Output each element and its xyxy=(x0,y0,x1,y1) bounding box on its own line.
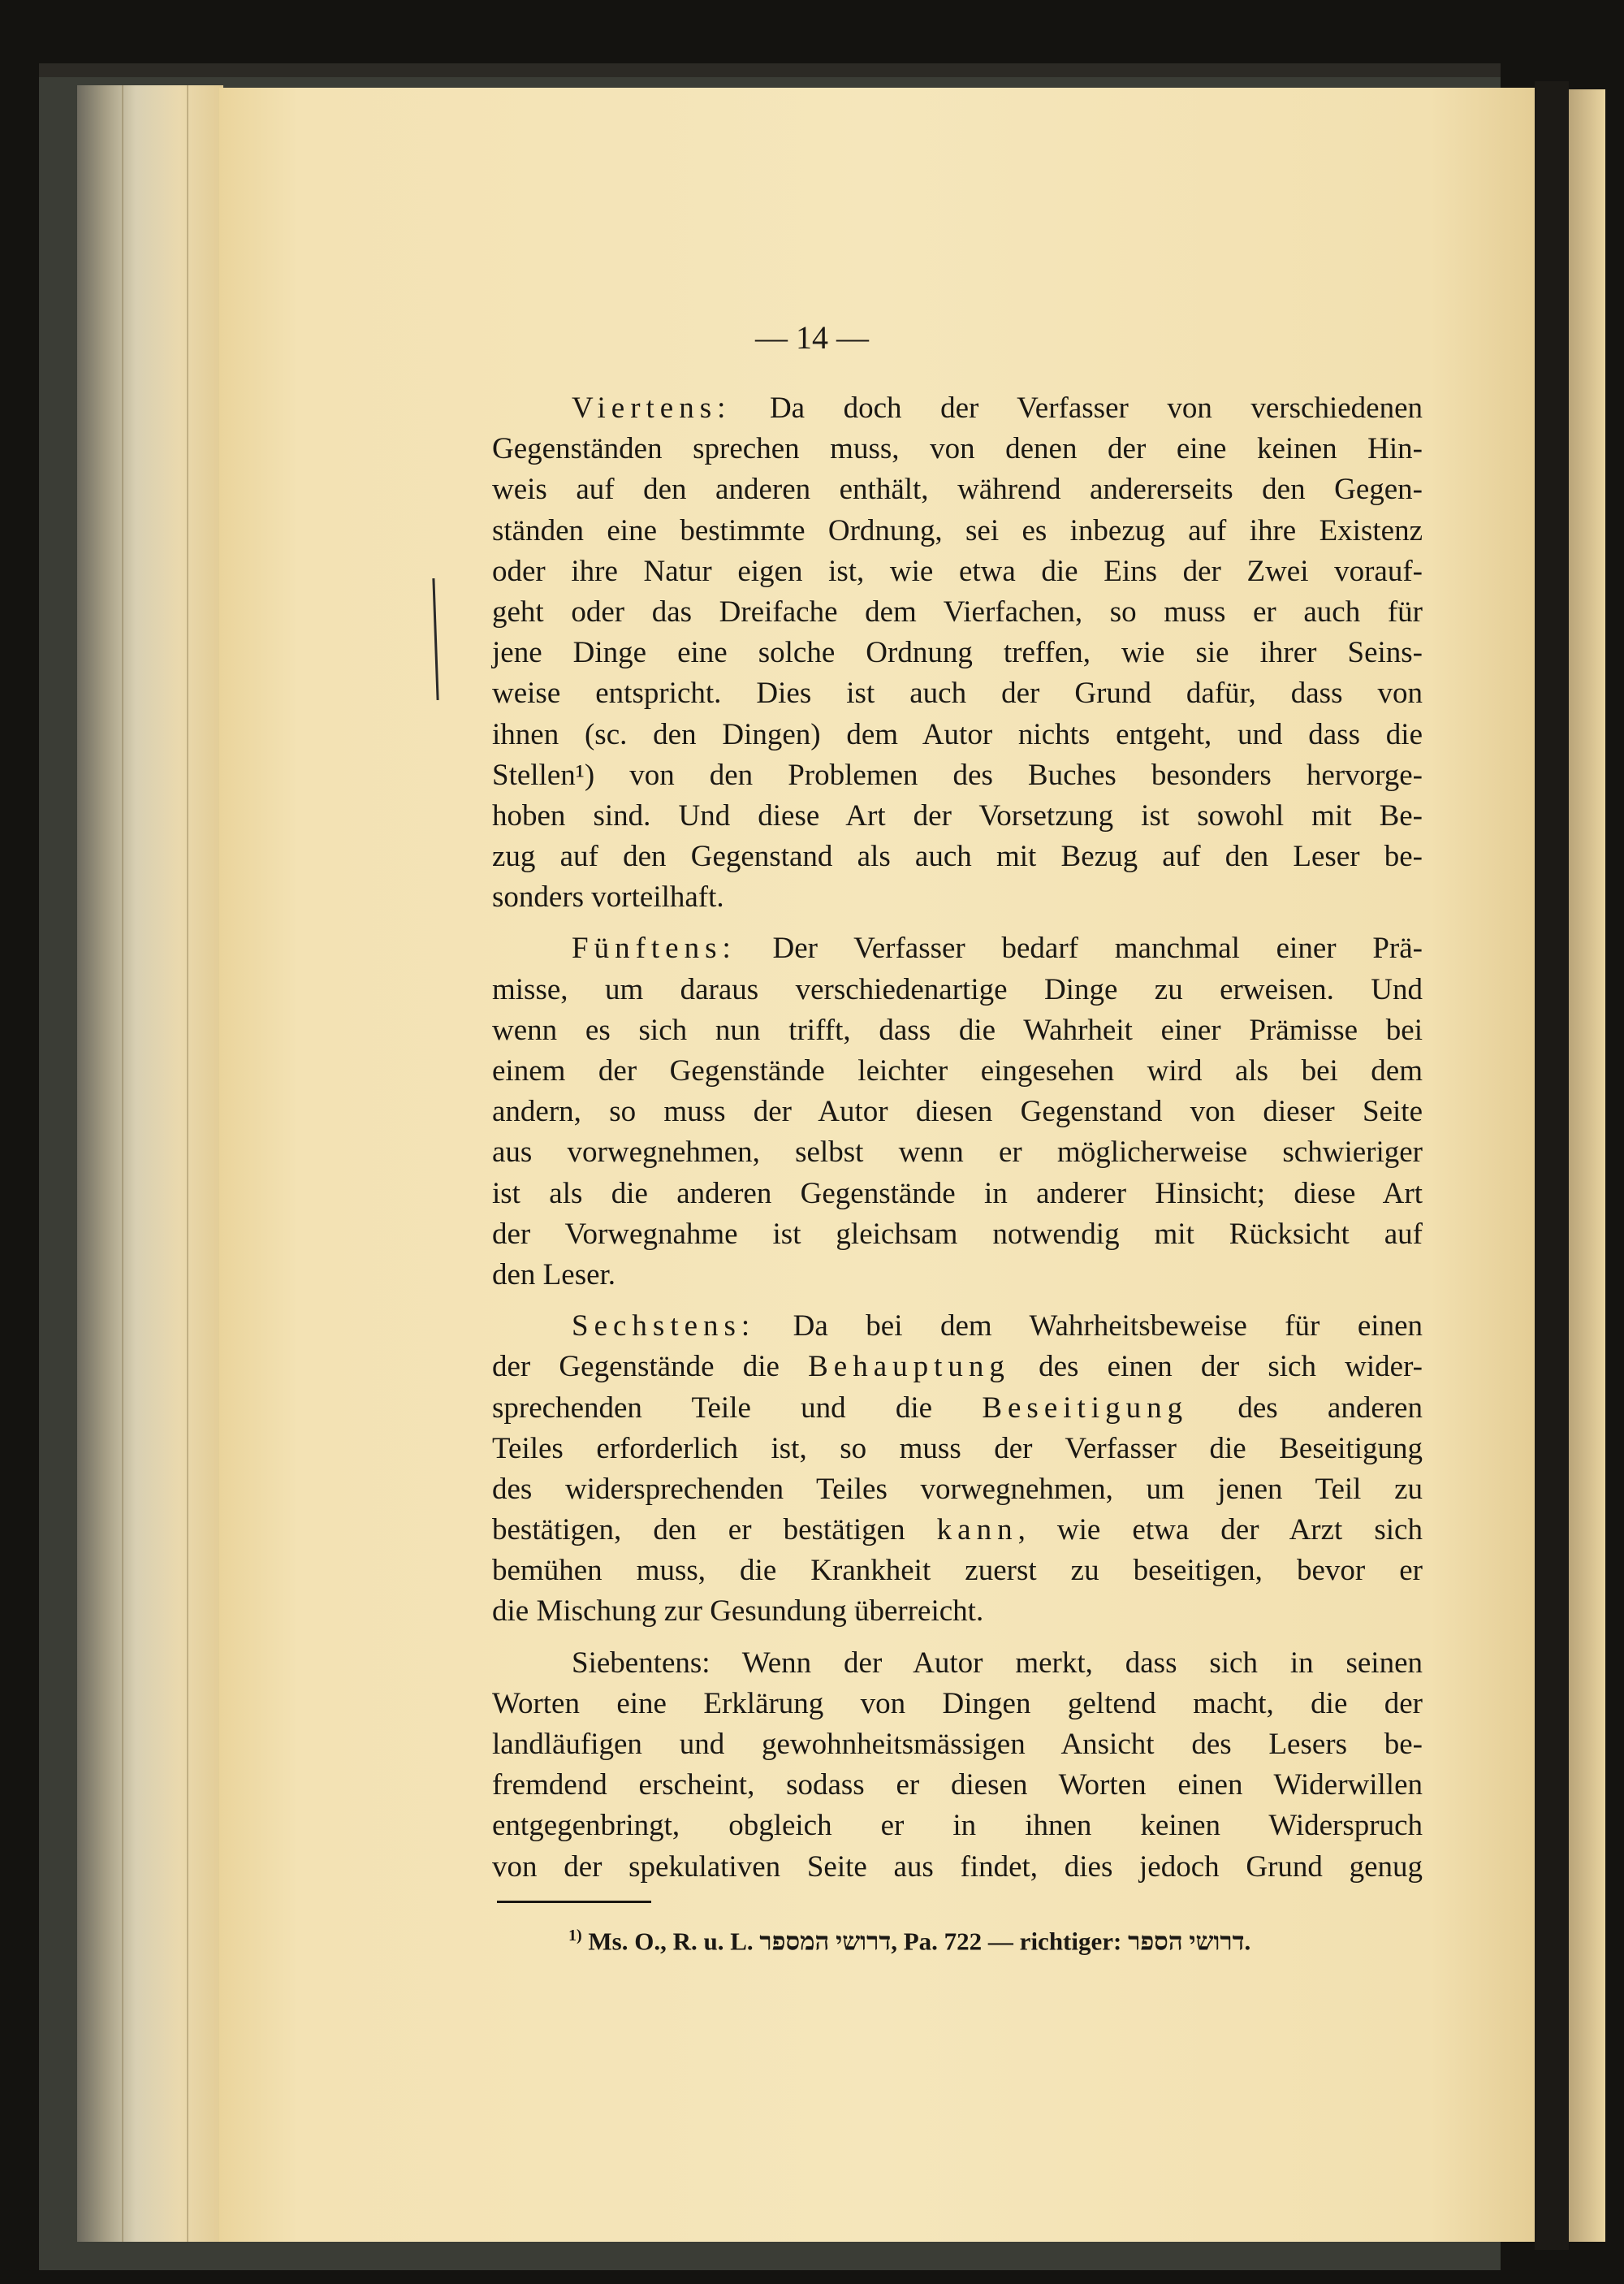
text-segment: landläufigen und gewohnheitsmässigen Ansicht des Lesers be- xyxy=(492,1728,1423,1761)
text-line xyxy=(492,469,1423,510)
spaced-emphasis: Behauptung xyxy=(808,1350,1010,1384)
text-line xyxy=(492,429,1423,469)
text-line xyxy=(492,755,1423,796)
text-line xyxy=(492,1429,1423,1469)
book-gutter xyxy=(1535,81,1569,2250)
text-segment: Siebentens: Wenn der Autor merkt, dass sich in seinen xyxy=(572,1646,1423,1680)
text-segment: Worten eine Erklärung von Dingen geltend macht, die der xyxy=(492,1686,1423,1720)
text-segment: ihnen (sc. den Dingen) dem Autor nichts entgeht, und dass die xyxy=(492,717,1423,751)
footnote-marker: 1) xyxy=(568,1927,582,1944)
footnote-rule xyxy=(497,1901,651,1903)
text-line xyxy=(492,970,1423,1010)
facing-page-edge xyxy=(1569,89,1605,2242)
text-line xyxy=(492,1591,1423,1632)
text-line xyxy=(492,1469,1423,1510)
text-segment: der Vorwegnahme ist gleichsam notwendig mit Rücksicht auf xyxy=(492,1217,1423,1251)
text-line xyxy=(492,511,1423,552)
text-segment: der Gegenstände die xyxy=(492,1350,809,1384)
text-line xyxy=(492,592,1423,633)
text-line xyxy=(492,1010,1423,1051)
text-line xyxy=(492,1174,1423,1214)
footnote xyxy=(568,1927,1250,1956)
page-stack-edges xyxy=(77,85,223,2242)
text-line xyxy=(492,837,1423,877)
text-line xyxy=(492,1132,1423,1173)
text-segment: hoben sind. Und diese Art der Vorsetzung ist sowohl mit Be- xyxy=(492,798,1423,833)
text-segment: weis auf den anderen enthält, während andererseits den Gegen- xyxy=(492,473,1423,507)
text-segment: andern, so muss der Autor diesen Gegenstand von dieser Seite xyxy=(492,1095,1423,1129)
paragraph xyxy=(492,388,1423,918)
text-line xyxy=(492,715,1423,755)
text-line xyxy=(492,633,1423,673)
text-line xyxy=(492,388,1423,429)
text-line xyxy=(492,1214,1423,1255)
text-line xyxy=(492,552,1423,592)
text-segment: den Leser. xyxy=(492,1257,616,1291)
text-segment: die Mischung zur Gesundung überreicht. xyxy=(492,1594,984,1629)
text-line xyxy=(492,1684,1423,1724)
text-segment: Stellen¹) von den Problemen des Buches besonders hervorge- xyxy=(492,758,1423,792)
text-segment: des einen der sich wider- xyxy=(1009,1350,1423,1384)
spaced-emphasis: Fünftens: xyxy=(572,932,736,966)
text-segment: wenn es sich nun trifft, dass die Wahrheit einer Prämisse bei xyxy=(492,1013,1423,1047)
text-segment: Da doch der Verfasser von verschiedenen xyxy=(731,391,1423,425)
text-segment: aus vorwegnehmen, selbst wenn er möglicherweise schwieriger xyxy=(492,1136,1423,1170)
page-edge-line xyxy=(187,85,188,2242)
text-segment: misse, um daraus verschiedenartige Dinge zu erweisen. Und xyxy=(492,972,1423,1006)
text-line xyxy=(492,673,1423,714)
text-line xyxy=(492,928,1423,969)
text-segment: geht oder das Dreifache dem Vierfachen, so muss er auch für xyxy=(492,595,1423,629)
text-line xyxy=(492,1724,1423,1765)
text-segment: , wie etwa der Arzt sich xyxy=(1017,1513,1423,1547)
text-segment: oder ihre Natur eigen ist, wie etwa die Eins der Zwei vorauf- xyxy=(492,554,1423,588)
text-line xyxy=(492,1765,1423,1806)
text-line xyxy=(492,1051,1423,1092)
paragraph xyxy=(492,928,1423,1296)
text-segment: Da bei dem Wahrheitsbeweise für einen xyxy=(755,1309,1423,1343)
text-line xyxy=(492,1092,1423,1132)
text-segment: des widersprechenden Teiles vorwegnehmen, um jenen Teil zu xyxy=(492,1472,1423,1506)
spaced-emphasis: Sechstens: xyxy=(572,1309,756,1343)
page-edge-line xyxy=(122,85,123,2242)
text-segment: zug auf den Gegenstand als auch mit Bezug auf den Leser be- xyxy=(492,840,1423,874)
text-segment: weise entspricht. Dies ist auch der Grund dafür, dass von xyxy=(492,677,1423,711)
footnote-text: Ms. O., R. u. L. דרושי המספר, Pa. 722 — richtiger: דרושי הספר. xyxy=(581,1927,1251,1956)
text-segment: bemühen muss, die Krankheit zuerst zu beseitigen, bevor er xyxy=(492,1554,1423,1588)
spaced-emphasis: Beseitigung xyxy=(982,1391,1189,1425)
spaced-emphasis: kann xyxy=(936,1513,1018,1547)
text-line xyxy=(492,1388,1423,1429)
text-line xyxy=(492,1806,1423,1846)
text-segment: sonders vorteilhaft. xyxy=(492,880,724,915)
text-line xyxy=(492,796,1423,837)
text-segment: einem der Gegenstände leichter eingesehen wird als bei dem xyxy=(492,1054,1423,1088)
text-segment: entgegenbringt, obgleich er in ihnen keinen Widerspruch xyxy=(492,1809,1423,1843)
text-segment: sprechenden Teile und die xyxy=(492,1391,983,1425)
text-line xyxy=(492,1847,1423,1888)
text-line xyxy=(492,1306,1423,1347)
text-segment: ständen eine bestimmte Ordnung, sei es inbezug auf ihre Existenz xyxy=(492,513,1423,547)
text-segment: ist als die anderen Gegenstände in anderer Hinsicht; diese Art xyxy=(492,1176,1423,1210)
text-line xyxy=(492,1347,1423,1387)
text-segment: jene Dinge eine solche Ordnung treffen, wie sie ihrer Seins- xyxy=(492,636,1423,670)
body-text xyxy=(492,388,1423,1898)
text-segment: Teiles erforderlich ist, so muss der Verfasser die Beseitigung xyxy=(492,1431,1423,1465)
page-number: — 14 — xyxy=(755,319,869,356)
spaced-emphasis: Viertens: xyxy=(572,391,732,425)
text-segment: bestätigen, den er bestätigen xyxy=(492,1513,937,1547)
text-line xyxy=(492,1551,1423,1591)
paragraph xyxy=(492,1643,1423,1888)
text-segment: von der spekulativen Seite aus findet, dies jedoch Grund genug xyxy=(492,1849,1423,1884)
paragraph xyxy=(492,1306,1423,1633)
text-line xyxy=(492,1643,1423,1684)
text-segment: des anderen xyxy=(1188,1391,1423,1425)
text-line xyxy=(492,1510,1423,1551)
text-segment: Der Verfasser bedarf manchmal einer Prä- xyxy=(736,932,1423,966)
text-segment: fremdend erscheint, sodass er diesen Worten einen Widerwillen xyxy=(492,1768,1423,1802)
text-line xyxy=(492,877,1423,918)
text-segment: Gegenständen sprechen muss, von denen der eine keinen Hin- xyxy=(492,432,1423,466)
text-line xyxy=(492,1255,1423,1296)
